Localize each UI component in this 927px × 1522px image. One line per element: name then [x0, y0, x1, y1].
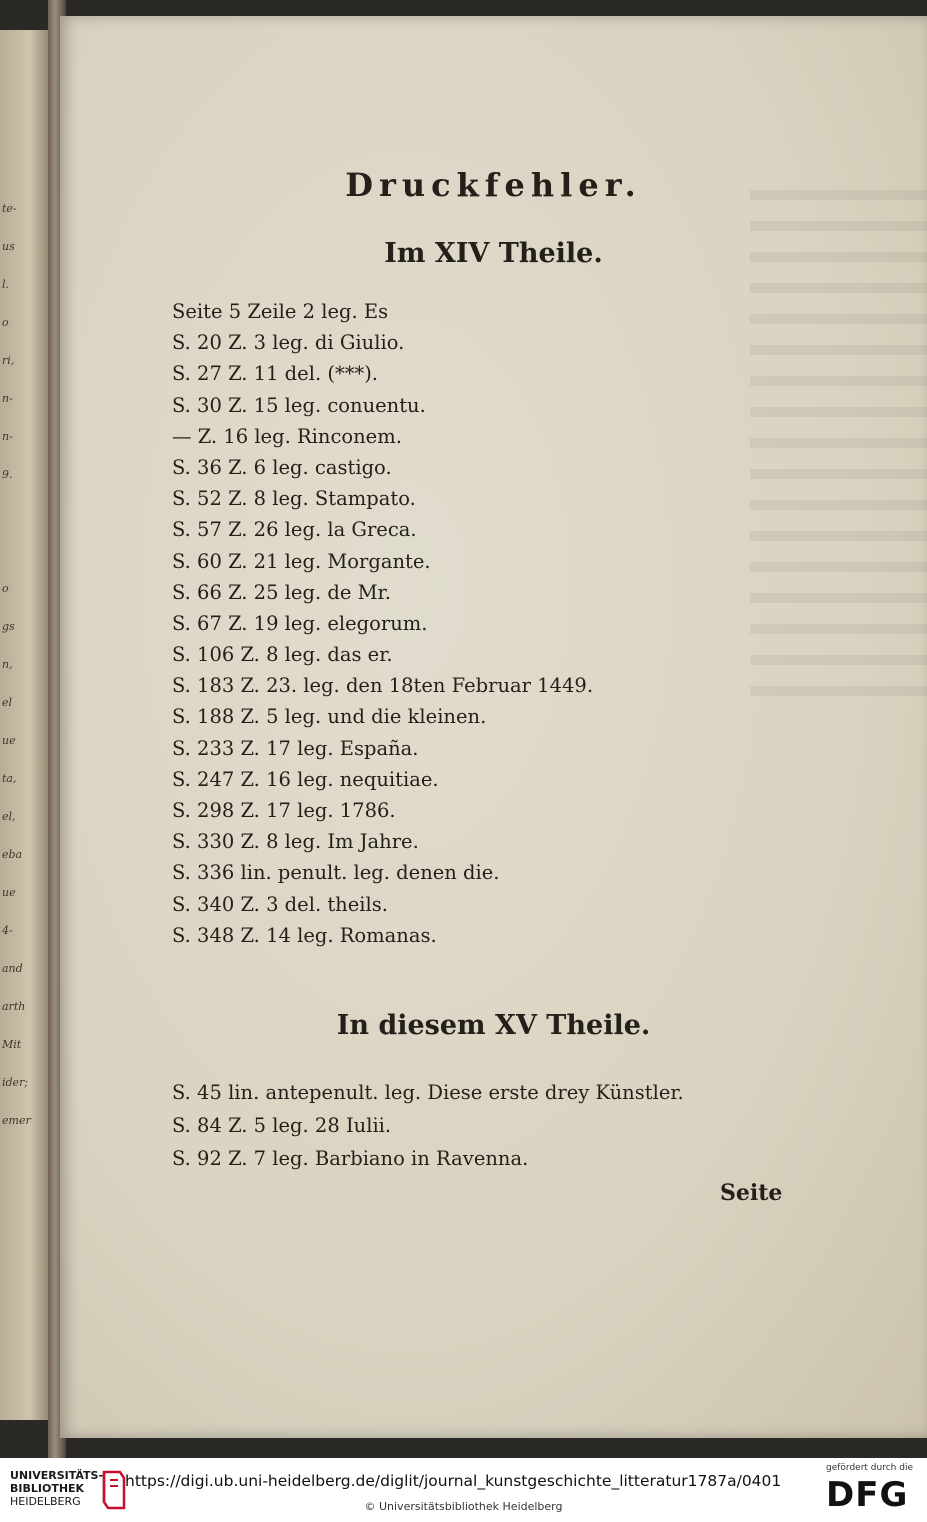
left-page-edge	[0, 30, 50, 1420]
library-name-line2: BIBLIOTHEK	[10, 1482, 85, 1495]
dfg-logo: DFG	[826, 1475, 909, 1515]
errata-entry: S. 348 Z. 14 leg. Romanas.	[172, 923, 437, 947]
errata-entry: S. 188 Z. 5 leg. und die kleinen.	[172, 705, 487, 729]
errata-entry: S. 36 Z. 6 leg. castigo.	[172, 455, 392, 479]
left-page-text-fragments: te- us l. o ri, n- n- 9. o gs n, el ue ta, el, eba ue 4- and arth Mit ider; emer	[2, 202, 31, 1127]
errata-entry: S. 106 Z. 8 leg. das er.	[172, 643, 393, 667]
copyright-notice: © Universitätsbibliothek Heidelberg	[364, 1500, 563, 1513]
errata-entry: S. 57 Z. 26 leg. la Greca.	[172, 518, 417, 542]
errata-entry: S. 183 Z. 23. leg. den 18ten Februar 1449.	[172, 674, 594, 698]
permalink-url[interactable]: https://digi.ub.uni-heidelberg.de/diglit/journal_kunstgeschichte_litteratur1787a/0401	[125, 1472, 782, 1490]
errata-entry: S. 20 Z. 3 leg. di Giulio.	[172, 331, 405, 355]
errata-entry: S. 27 Z. 11 del. (***).	[172, 362, 379, 386]
errata-entry: Seite 5 Zeile 2 leg. Es	[172, 300, 389, 323]
errata-entry: S. 67 Z. 19 leg. elegorum.	[172, 611, 428, 635]
errata-entry: — Z. 16 leg. Rinconem.	[172, 424, 402, 448]
page-title: Druckfehler.	[345, 166, 642, 204]
errata-entry: S. 45 lin. antepenult. leg. Diese erste drey Künstler.	[172, 1081, 684, 1104]
errata-entry: S. 30 Z. 15 leg. conuentu.	[172, 393, 426, 417]
errata-entry: S. 92 Z. 7 leg. Barbiano in Ravenna.	[172, 1147, 529, 1170]
library-name-line3: HEIDELBERG	[10, 1495, 81, 1508]
errata-entry: S. 52 Z. 8 leg. Stampato.	[172, 487, 416, 511]
section-heading-xiv: Im XIV Theile.	[384, 238, 603, 269]
errata-list-xv	[172, 1076, 684, 1175]
errata-entry: S. 84 Z. 5 leg. 28 Iulii.	[172, 1114, 392, 1137]
footer-bar	[0, 1458, 927, 1522]
library-name-line1: UNIVERSITÄTS-	[10, 1469, 104, 1482]
errata-entry: S. 233 Z. 17 leg. España.	[172, 736, 419, 760]
errata-entry: S. 66 Z. 25 leg. de Mr.	[172, 580, 391, 604]
errata-entry: S. 247 Z. 16 leg. nequitiae.	[172, 767, 439, 791]
errata-entry: S. 336 lin. penult. leg. denen die.	[172, 861, 500, 885]
funder-label: gefördert durch die	[826, 1463, 913, 1473]
errata-list-xiv	[172, 296, 593, 951]
errata-entry: S. 60 Z. 21 leg. Morgante.	[172, 549, 431, 573]
errata-entry: S. 340 Z. 3 del. theils.	[172, 892, 388, 916]
section-heading-xv: In diesem XV Theile.	[336, 1010, 651, 1041]
errata-entry: S. 330 Z. 8 leg. Im Jahre.	[172, 830, 419, 854]
errata-entry: S. 298 Z. 17 leg. 1786.	[172, 799, 396, 822]
catchword: Seite	[720, 1180, 783, 1206]
